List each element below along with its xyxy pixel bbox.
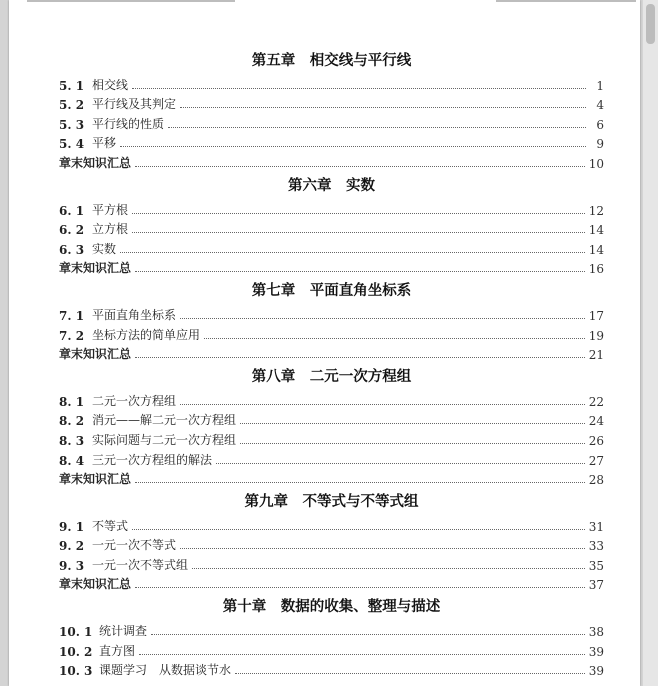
dot-leader <box>120 251 585 253</box>
page-number: 14 <box>588 223 604 238</box>
page-number: 10 <box>588 156 604 171</box>
section-title: 直方图 <box>99 643 136 658</box>
dot-leader <box>132 528 585 530</box>
section-number: 8. 4 <box>59 453 85 468</box>
section-number: 5. 1 <box>59 78 85 93</box>
section-number: 5. 3 <box>59 117 85 132</box>
page-top-rule-right <box>496 0 636 2</box>
section-title: 二元一次方程组 <box>92 393 177 408</box>
chapter-title[interactable]: 第十章 数据的收集、整理与描述 <box>222 599 441 616</box>
section-title: 平行线的性质 <box>92 116 165 131</box>
toc-summary-entry[interactable] <box>59 151 604 171</box>
page-number: 38 <box>588 625 604 640</box>
page-number: 16 <box>588 262 604 277</box>
chapter-title[interactable]: 第七章 平面直角坐标系 <box>251 283 412 300</box>
dot-leader <box>180 106 586 108</box>
section-number: 6. 1 <box>59 203 85 218</box>
section-number: 5. 4 <box>59 137 85 152</box>
page-number: 24 <box>588 414 604 429</box>
toc-entry[interactable] <box>59 448 604 468</box>
dot-leader <box>139 653 585 655</box>
section-number: 10. 3 <box>59 664 93 679</box>
section-number: 10. 2 <box>59 644 93 659</box>
dot-leader <box>192 567 585 569</box>
section-title: 坐标方法的简单应用 <box>92 327 201 342</box>
section-number: 9. 3 <box>59 558 85 573</box>
section-number: 10. 1 <box>59 625 93 640</box>
chapter-title[interactable]: 第九章 不等式与不等式组 <box>244 494 419 511</box>
toc-summary-entry[interactable] <box>59 573 604 593</box>
page-top-rule-left <box>27 0 235 2</box>
toc-entry[interactable] <box>59 198 604 218</box>
section-title: 不等式 <box>92 518 129 533</box>
page-number: 27 <box>588 453 604 468</box>
summary-title: 章末知识汇总 <box>59 155 132 170</box>
section-title: 平面直角坐标系 <box>92 307 177 322</box>
section-number: 8. 3 <box>59 433 85 448</box>
section-number: 5. 2 <box>59 98 85 113</box>
chapter-title[interactable]: 第八章 二元一次方程组 <box>251 369 412 386</box>
page-number: 39 <box>588 644 604 659</box>
section-number: 9. 2 <box>59 539 85 554</box>
dot-leader <box>240 422 585 424</box>
page-number: 31 <box>588 519 604 534</box>
page-number: 22 <box>588 394 604 409</box>
dot-leader <box>135 586 585 588</box>
toc-entry[interactable] <box>59 553 604 573</box>
page-number: 37 <box>588 578 604 593</box>
section-number: 7. 2 <box>59 328 85 343</box>
chapter-title[interactable]: 第五章 相交线与平行线 <box>251 53 412 69</box>
scrollbar-thumb[interactable] <box>646 4 655 44</box>
section-number: 6. 3 <box>59 242 85 257</box>
toc-entry[interactable] <box>59 112 604 132</box>
section-title: 实数 <box>92 241 117 256</box>
vertical-scrollbar[interactable] <box>643 0 658 686</box>
section-title: 统计调查 <box>99 624 148 639</box>
toc-entry[interactable] <box>59 132 604 152</box>
section-title: 课题学习 从数据谈节水 <box>99 663 232 678</box>
page-number: 12 <box>588 203 604 218</box>
dot-leader <box>235 672 585 674</box>
toc-entry[interactable] <box>59 428 604 448</box>
dot-leader <box>135 270 585 272</box>
document-page <box>9 0 640 686</box>
page-number: 17 <box>588 308 604 323</box>
toc-entry[interactable] <box>59 619 604 639</box>
section-number: 8. 1 <box>59 394 85 409</box>
section-number: 6. 2 <box>59 223 85 238</box>
page-number: 28 <box>588 473 604 488</box>
section-title: 三元一次方程组的解法 <box>92 452 213 467</box>
toc-entry[interactable] <box>59 303 604 323</box>
section-title: 一元一次不等式组 <box>92 557 189 572</box>
page-number: 6 <box>596 117 604 132</box>
section-title: 平行线及其判定 <box>92 97 177 112</box>
toc-entry[interactable] <box>59 659 604 679</box>
dot-leader <box>135 481 585 483</box>
page-number: 4 <box>596 98 604 113</box>
toc-entry[interactable] <box>59 514 604 534</box>
dot-leader <box>135 165 585 167</box>
section-number: 9. 1 <box>59 519 85 534</box>
dot-leader <box>180 403 585 405</box>
dot-leader <box>135 356 585 358</box>
summary-title: 章末知识汇总 <box>59 577 132 592</box>
dot-leader <box>240 442 585 444</box>
toc-entry[interactable] <box>59 218 604 238</box>
section-title: 消元——解二元一次方程组 <box>92 413 237 428</box>
section-title: 平方根 <box>92 202 129 217</box>
summary-title: 章末知识汇总 <box>59 472 132 487</box>
dot-leader <box>168 126 586 128</box>
chapter-title[interactable]: 第六章 实数 <box>288 177 375 194</box>
toc-entry[interactable] <box>59 409 604 429</box>
page-number: 35 <box>588 558 604 573</box>
toc-summary-entry[interactable] <box>59 257 604 277</box>
dot-leader <box>204 337 585 339</box>
toc-entry[interactable] <box>59 323 604 343</box>
summary-title: 章末知识汇总 <box>59 347 132 362</box>
page-number: 14 <box>588 242 604 257</box>
dot-leader <box>132 87 586 89</box>
table-of-contents <box>59 46 604 678</box>
page-number: 21 <box>588 348 604 363</box>
page-number: 19 <box>588 328 604 343</box>
dot-leader <box>151 633 585 635</box>
toc-summary-entry[interactable] <box>59 468 604 488</box>
dot-leader <box>216 462 585 464</box>
page-number: 9 <box>596 137 604 152</box>
section-number: 7. 1 <box>59 308 85 323</box>
page-number: 26 <box>588 433 604 448</box>
dot-leader <box>180 547 585 549</box>
section-title: 平移 <box>92 136 117 151</box>
toc-entry[interactable] <box>59 93 604 113</box>
dot-leader <box>180 317 585 319</box>
toc-summary-entry[interactable] <box>59 343 604 363</box>
dot-leader <box>120 145 586 147</box>
toc-entry[interactable] <box>59 73 604 93</box>
toc-entry[interactable] <box>59 389 604 409</box>
section-number: 8. 2 <box>59 414 85 429</box>
summary-title: 章末知识汇总 <box>59 261 132 276</box>
toc-entry[interactable] <box>59 237 604 257</box>
toc-entry[interactable] <box>59 639 604 659</box>
section-title: 立方根 <box>92 222 129 237</box>
page-number: 1 <box>596 78 604 93</box>
section-title: 一元一次不等式 <box>92 538 177 553</box>
page-number: 33 <box>588 539 604 554</box>
toc-entry[interactable] <box>59 534 604 554</box>
section-title: 实际问题与二元一次方程组 <box>92 432 237 447</box>
section-title: 相交线 <box>92 77 129 92</box>
page-number: 39 <box>588 664 604 679</box>
dot-leader <box>132 212 585 214</box>
dot-leader <box>132 231 585 233</box>
